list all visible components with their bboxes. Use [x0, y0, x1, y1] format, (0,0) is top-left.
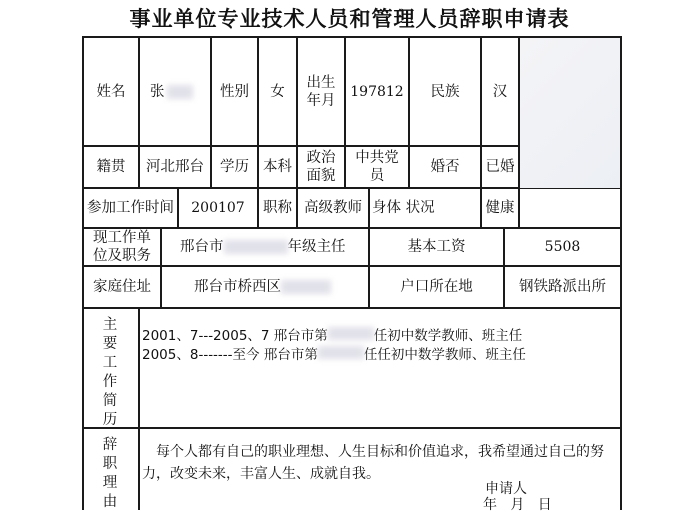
- birth-value: 197812: [350, 83, 404, 100]
- political-status-value: 中共党 员: [355, 150, 399, 184]
- professional-title-label: 职称: [263, 200, 292, 216]
- health-label: 身体 状况: [372, 200, 435, 216]
- col-divider: [368, 187, 370, 228]
- birth-label: 出生 年月: [306, 74, 336, 109]
- col-divider: [518, 187, 520, 228]
- ethnicity-label: 民族: [430, 83, 460, 100]
- application-date: 年 月 日: [483, 497, 552, 513]
- applicant-label: 申请人: [485, 481, 527, 497]
- home-address-label: 家庭住址: [93, 279, 151, 295]
- table-border-right: [620, 36, 622, 510]
- base-salary-value: 5508: [544, 239, 581, 255]
- marital-label: 婚否: [430, 159, 460, 175]
- work-unit-value: 邢台市 年级主任: [180, 239, 346, 255]
- redaction-mark: [224, 240, 288, 254]
- base-salary-label: 基本工资: [407, 239, 466, 255]
- resume-label: 主 要 工 作 简 历: [102, 317, 118, 428]
- work-start-label: 参加工作时间: [87, 200, 174, 216]
- resignation-reason-label: 辞 职 理 由: [102, 437, 118, 510]
- name-label: 姓名: [96, 83, 126, 100]
- col-divider: [160, 265, 162, 308]
- marital-value: 已婚: [485, 159, 515, 175]
- resume-line: 2005、8-------至今 邢台市第 任任初中数学教师、班主任: [142, 347, 526, 363]
- row-divider: [82, 427, 622, 429]
- ethnicity-value: 汉: [492, 83, 508, 100]
- form-title: 事业单位专业技术人员和管理人员辞职申请表: [129, 7, 570, 31]
- redaction-mark: [328, 327, 374, 340]
- professional-title-value: 高级教师: [304, 200, 362, 216]
- native-place-value: 河北邢台: [146, 159, 204, 175]
- name-value: 张: [150, 38, 210, 145]
- row-divider: [82, 307, 622, 309]
- col-divider: [138, 307, 140, 510]
- education-label: 学历: [220, 159, 249, 175]
- photo-area: [520, 38, 620, 188]
- health-value: 健康: [485, 200, 515, 216]
- redaction-mark: [318, 346, 364, 359]
- home-address-value: 邢台市桥西区: [194, 267, 368, 307]
- col-divider: [160, 227, 162, 266]
- col-divider: [138, 36, 140, 146]
- political-status-label: 政治 面貌: [306, 150, 336, 184]
- gender-label: 性别: [220, 83, 249, 100]
- native-place-label: 籍贯: [96, 159, 126, 175]
- resume-line: 2001、7---2005、7 邢台市第 任初中数学教师、班主任: [142, 328, 523, 344]
- education-value: 本科: [263, 159, 292, 175]
- hukou-label: 户口所在地: [400, 279, 473, 295]
- gender-value: 女: [270, 83, 285, 100]
- redaction-mark: [167, 85, 193, 99]
- work-start-value: 200107: [191, 200, 245, 216]
- redaction-mark: [281, 280, 331, 294]
- hukou-value: 钢铁路派出所: [519, 279, 606, 295]
- work-unit-label: 现工作单 位及职务: [93, 230, 151, 264]
- resignation-reason-text: 每个人都有自己的职业理想、人生目标和价值追求，我希望通过自己的努力，改变未来，丰富人生、成就自我。: [142, 444, 604, 482]
